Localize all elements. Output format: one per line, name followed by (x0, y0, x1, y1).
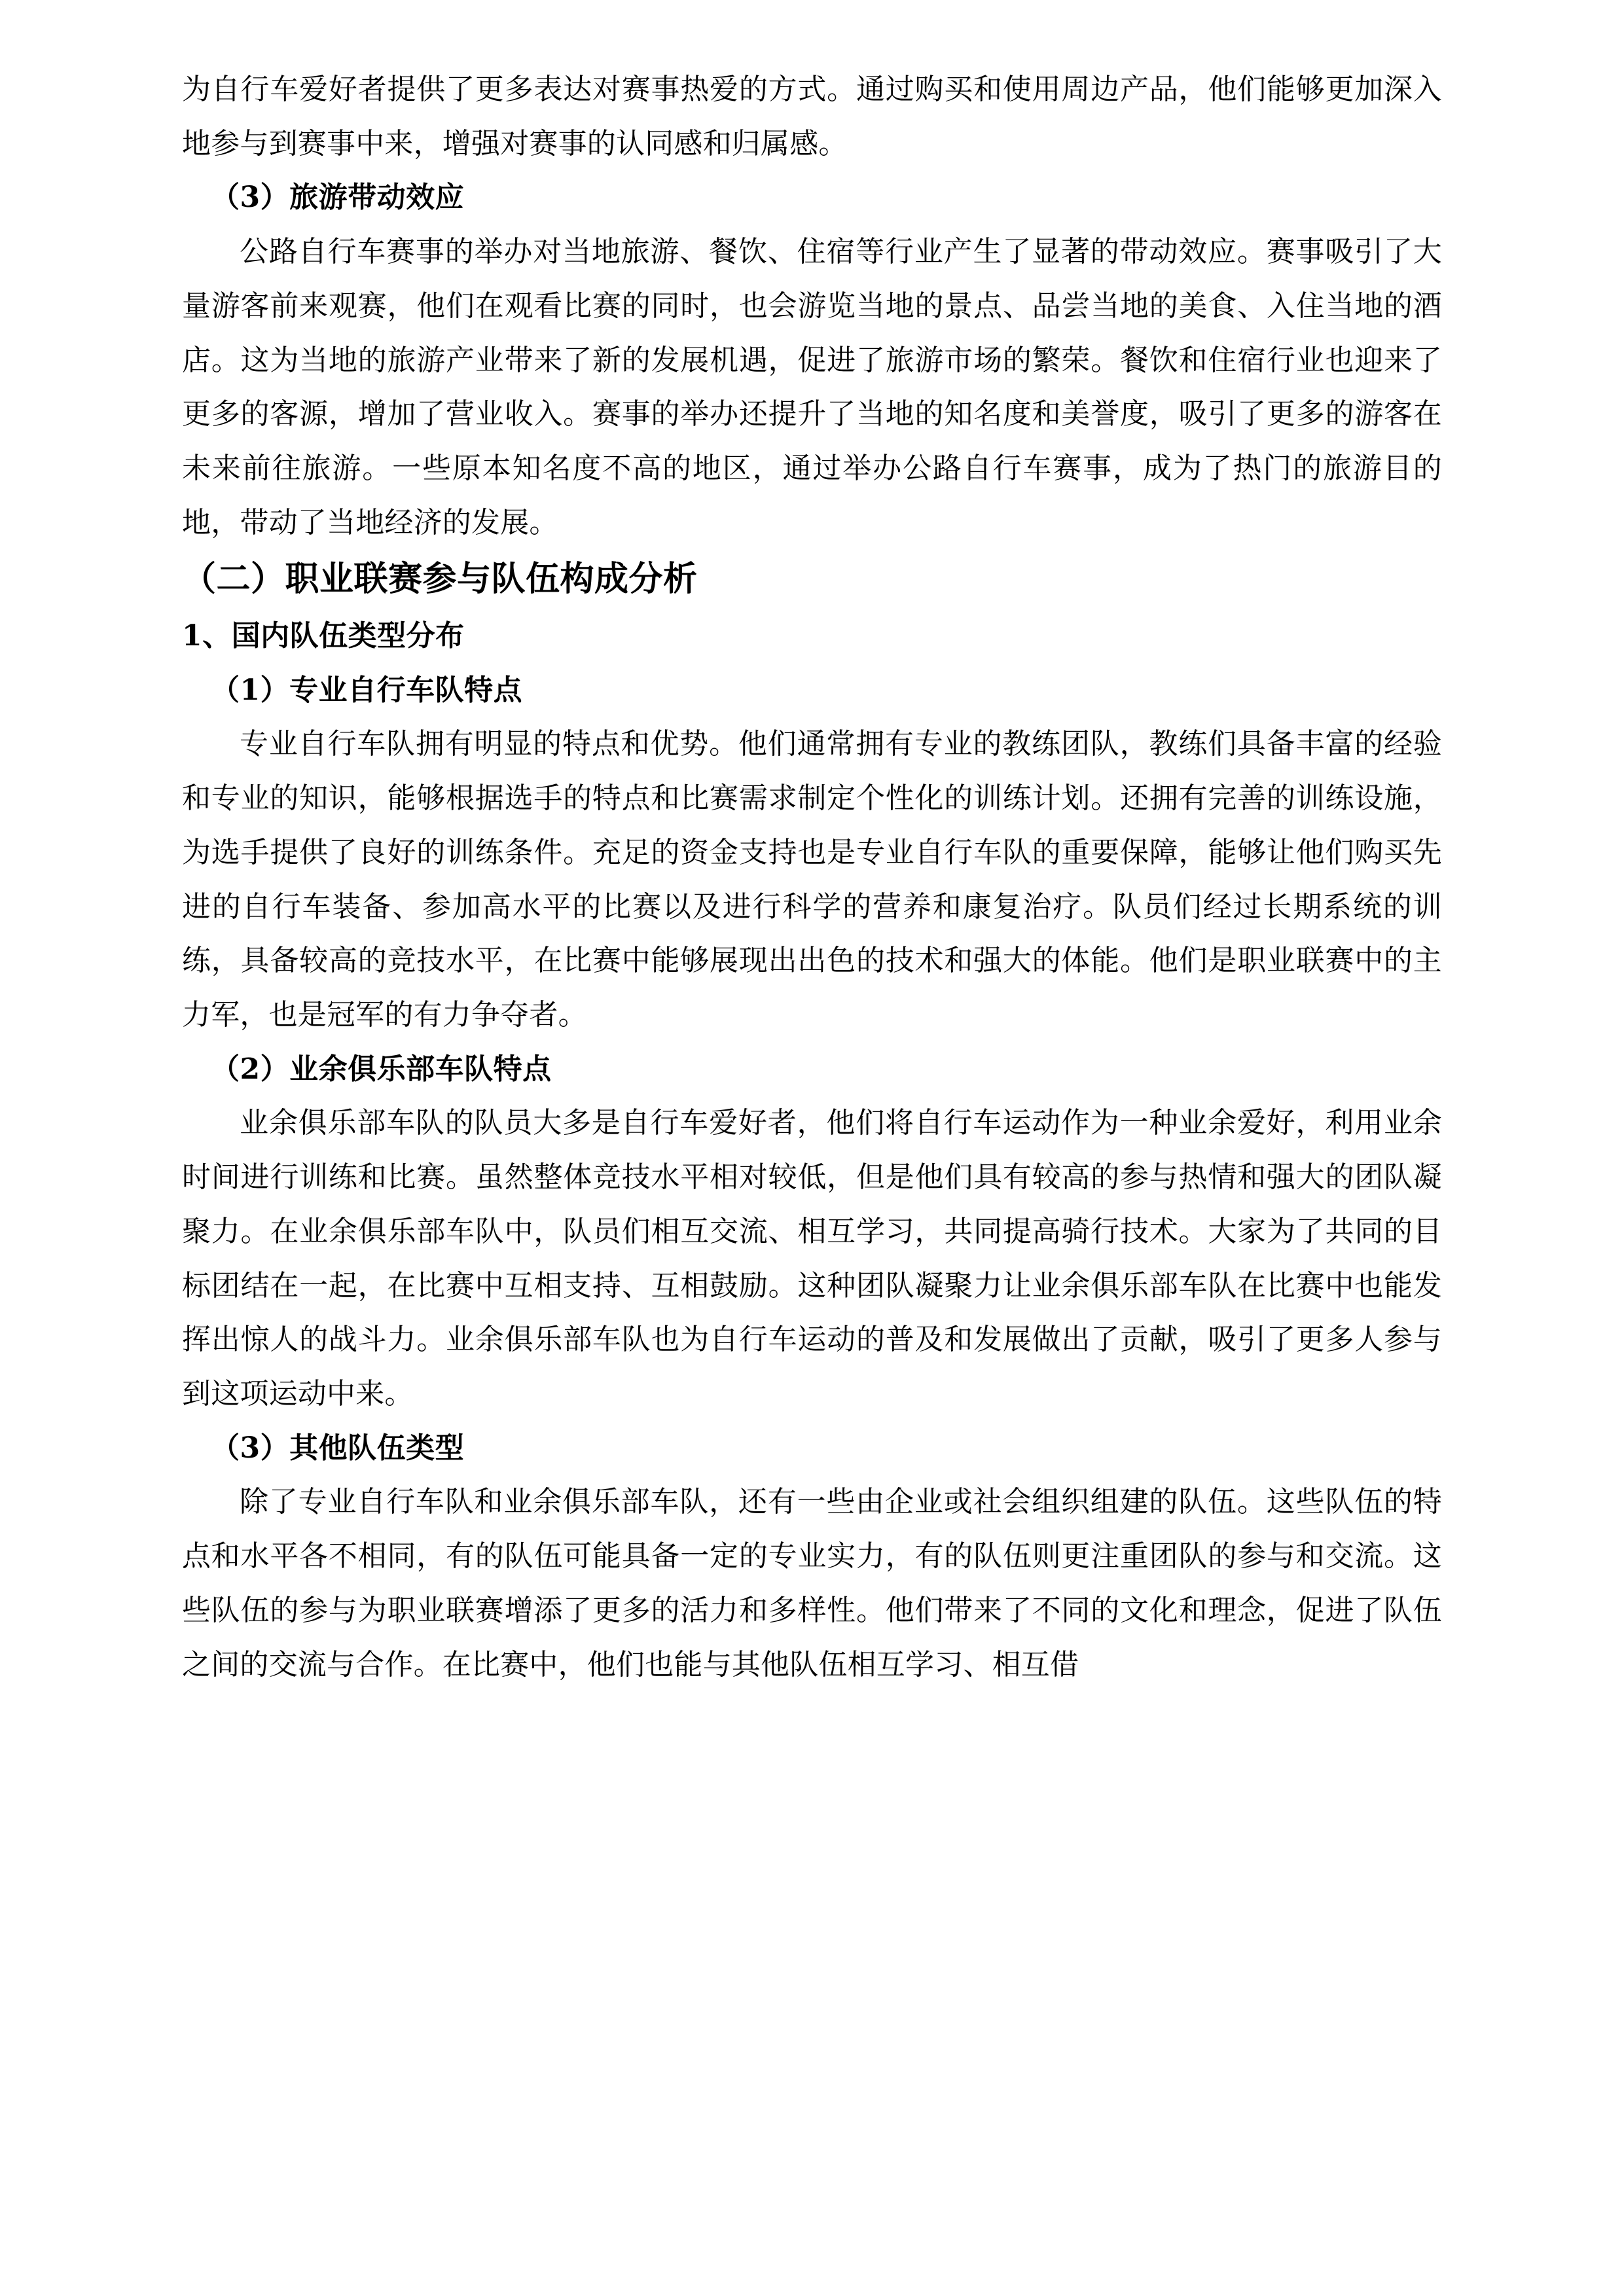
heading-tourism-effect: （3）旅游带动效应 (211, 181, 465, 215)
heading-domestic-team-types: 1、国内队伍类型分布 (182, 619, 465, 653)
document-body (182, 63, 1442, 1692)
heading-section-team-composition: （二）职业联赛参与队伍构成分析 (182, 559, 698, 600)
paragraph-amateur-club-team: 业余俱乐部车队的队员大多是自行车爱好者，他们将自行车运动作为一种业余爱好，利用业余时间进行训练和比赛。虽然整体竞技水平相对较低，但是他们具有较高的参与热情和强大的团队凝聚力。在业余俱乐部车队中，队员们相互交流、相互学习，共同提高骑行技术。大家为了共同的目标团结在一起，在比赛中互相支持、互相鼓励。这种团队凝聚力让业余俱乐部车队在比赛中也能发挥出惊人的战斗力。业余俱乐部车队也为自行车运动的普及和发展做出了贡献，吸引了更多人参与到这项运动中来。 (182, 1106, 1442, 1410)
paragraph-tourism-effect: 公路自行车赛事的举办对当地旅游、餐饮、住宿等行业产生了显著的带动效应。赛事吸引了大量游客前来观赛，他们在观看比赛的同时，也会游览当地的景点、品尝当地的美食、入住当地的酒店。这为当地的旅游产业带来了新的发展机遇，促进了旅游市场的繁荣。餐饮和住宿行业也迎来了更多的客源，增加了营业收入。赛事的举办还提升了当地的知名度和美誉度，吸引了更多的游客在未来前往旅游。一些原本知名度不高的地区，通过举办公路自行车赛事，成为了热门的旅游目的地，带动了当地经济的发展。 (182, 235, 1442, 539)
paragraph-merchandise-continuation: 为自行车爱好者提供了更多表达对赛事热爱的方式。通过购买和使用周边产品，他们能够更加深入地参与到赛事中来，增强对赛事的认同感和归属感。 (182, 73, 1442, 160)
heading-professional-team: （1）专业自行车队特点 (211, 673, 523, 707)
heading-other-team-types: （3）其他队伍类型 (211, 1431, 465, 1465)
heading-amateur-club-team: （2）业余俱乐部车队特点 (211, 1052, 552, 1086)
paragraph-other-team-types: 除了专业自行车队和业余俱乐部车队，还有一些由企业或社会组织组建的队伍。这些队伍的特点和水平各不相同，有的队伍可能具备一定的专业实力，有的队伍则更注重团队的参与和交流。这些队伍的参与为职业联赛增添了更多的活力和多样性。他们带来了不同的文化和理念，促进了队伍之间的交流与合作。在比赛中，他们也能与其他队伍相互学习、相互借 (182, 1485, 1442, 1681)
paragraph-professional-team: 专业自行车队拥有明显的特点和优势。他们通常拥有专业的教练团队，教练们具备丰富的经验和专业的知识，能够根据选手的特点和比赛需求制定个性化的训练计划。还拥有完善的训练设施，为选手提供了良好的训练条件。充足的资金支持也是专业自行车队的重要保障，能够让他们购买先进的自行车装备、参加高水平的比赛以及进行科学的营养和康复治疗。队员们经过长期系统的训练，具备较高的竞技水平，在比赛中能够展现出出色的技术和强大的体能。他们是职业联赛中的主力军，也是冠军的有力争夺者。 (182, 727, 1442, 1031)
